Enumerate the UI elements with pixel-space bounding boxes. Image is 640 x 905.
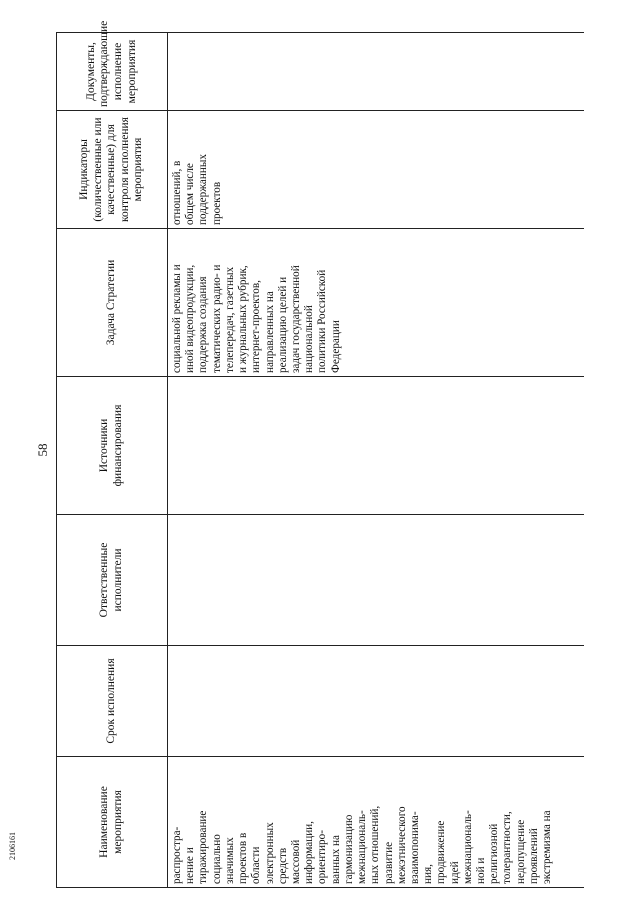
rotated-table-container	[56, 20, 584, 888]
cell-term	[168, 646, 585, 757]
indicators-text: отношений, в общем числе поддержанных проектов	[171, 154, 223, 225]
cell-financing	[168, 377, 585, 515]
cell-executors	[168, 515, 585, 646]
strategy-task-text: социальной рекламы и иной видеопродукции, поддержка создания тематических радио- и телепередач, газетных и журнальных рубрик, интернет-проектов, направленных на реализацию целей и задач государственной национальной политики Российской Федерации	[171, 264, 342, 373]
table-row	[168, 33, 585, 888]
cell-strategy-task	[168, 229, 585, 377]
cell-event-name	[168, 757, 585, 888]
header-documents: Документы, подтверждающие исполнение мероприятия	[57, 33, 168, 111]
header-event-name: Наименование мероприятия	[57, 757, 168, 888]
header-financing: Источники финансирования	[57, 377, 168, 515]
event-name-text: распростра- нение и тиражирование социально значимых проектов в области электронных средств массовой информации, ориентиро- ванных на гармонизацию межнациональ- ных отношений, развитие межэтнического взаимопонима- ния, продвижение идей межнациональ- ной и религиозной толерантности, недопущение проявлений экстремизма на	[171, 805, 554, 884]
header-strategy-task: Задача Стратегии	[57, 229, 168, 377]
document-code: 2106161	[8, 832, 17, 860]
table-header-row	[57, 33, 168, 888]
header-term: Срок исполнения	[57, 646, 168, 757]
page-number: 58	[35, 443, 50, 457]
cell-indicators	[168, 111, 585, 229]
header-indicators: Индикаторы (количественные или качественные) для контроля исполнения мероприятия	[57, 111, 168, 229]
header-executors: Ответственные исполнители	[57, 515, 168, 646]
action-plan-table	[56, 20, 584, 888]
cell-documents	[168, 33, 585, 111]
